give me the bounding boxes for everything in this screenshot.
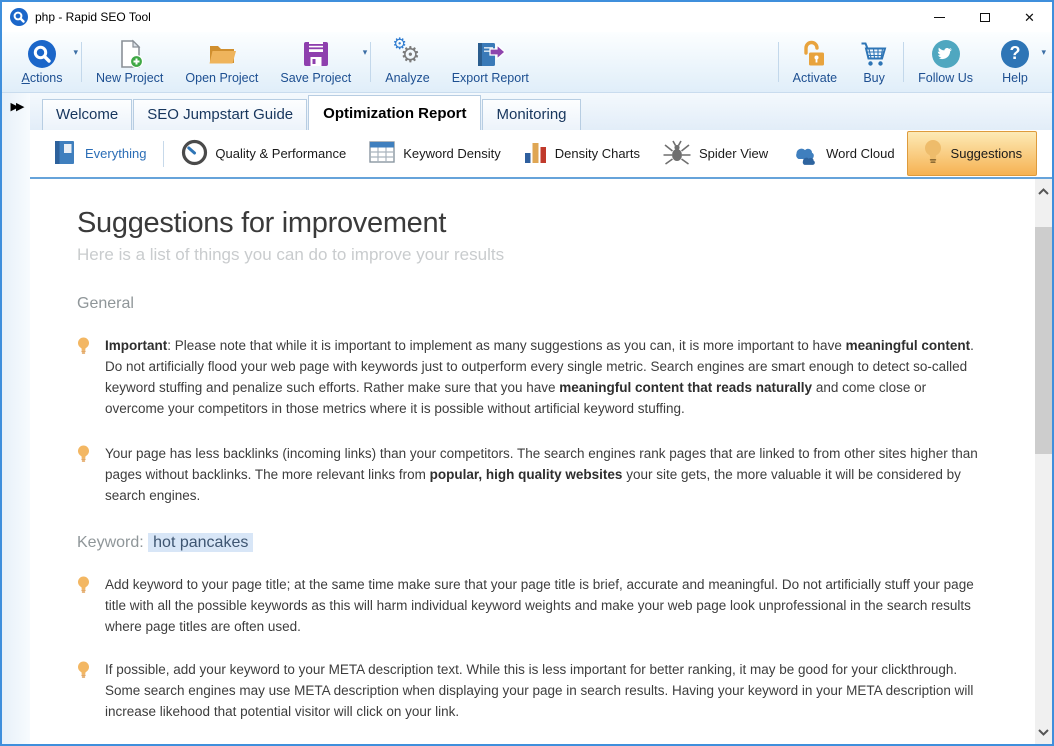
open-project-label: Open Project [185,71,259,85]
book-export-arrow-icon [474,38,506,69]
suggestion-item [77,659,982,722]
question-circle-icon: ? [1000,38,1030,69]
report-content [30,179,1052,744]
tab-optimization-report[interactable]: Optimization Report [308,95,481,130]
view-quality-performance-label: Quality & Performance [215,146,347,161]
vertical-scrollbar[interactable] [1035,179,1052,744]
view-keyword-density[interactable] [358,133,511,174]
close-icon: ✕ [1024,9,1035,25]
actions-label: Actions [21,71,63,85]
view-word-cloud-label: Word Cloud [826,146,895,161]
export-report-button[interactable] [441,34,540,90]
search-circle-icon [27,38,57,69]
tab-strip [30,93,1052,130]
viewbar-separator [163,141,164,167]
main-toolbar [2,32,1052,93]
export-report-label: Export Report [451,71,529,85]
toolbar-separator [903,42,904,82]
follow-us-label: Follow Us [918,71,973,85]
scrollbar-thumb[interactable] [1035,227,1052,454]
suggestion-item [77,335,982,419]
maximize-icon [980,13,990,22]
lightbulb-bullet-icon [77,661,92,722]
clouds-icon [790,139,819,169]
section-heading-general: General [77,295,134,312]
view-everything[interactable] [42,133,156,175]
dropdown-caret-icon: ▾ [362,47,368,57]
open-project-button[interactable] [174,34,269,90]
save-project-button[interactable] [269,34,367,90]
lightbulb-bullet-icon [77,576,92,637]
spider-icon [662,139,692,169]
gauge-icon [181,139,208,169]
page-subtitle: Here is a list of things you can do to improve your results [77,245,505,264]
lightbulb-bullet-icon [77,337,92,419]
actions-button[interactable] [6,34,78,90]
toolbar-separator [778,42,779,82]
report-view-bar [30,130,1052,179]
activate-button[interactable] [782,34,848,90]
lightbulb-bullet-icon [77,445,92,506]
help-button[interactable] [984,34,1046,90]
suggestion-item [77,574,982,637]
suggestion-item [77,443,982,506]
view-keyword-density-label: Keyword Density [403,146,501,161]
toolbar-separator [81,42,82,82]
dropdown-caret-icon: ▾ [73,47,78,57]
view-quality-performance[interactable] [171,133,356,175]
scroll-up-button[interactable] [1035,181,1052,201]
section-heading-keyword [77,534,992,552]
scroll-down-button[interactable] [1035,722,1052,742]
analyze-label: Analyze [385,71,430,85]
help-label: Help [1002,71,1028,85]
view-spider[interactable] [652,133,778,175]
shopping-cart-icon [859,38,889,69]
lightbulb-icon [922,138,944,169]
buy-button[interactable] [848,34,900,90]
gears-icon: ⚙ ⚙ [392,36,421,67]
title-bar [2,2,1052,32]
close-button[interactable] [1007,2,1052,32]
view-everything-label: Everything [85,146,147,161]
toolbar-separator [370,42,371,82]
maximize-button[interactable] [962,2,1007,32]
save-project-label: Save Project [280,71,352,85]
view-spider-label: Spider View [699,146,769,161]
open-padlock-icon [800,38,830,69]
expand-panel-button[interactable]: ▶▶ [10,101,22,113]
new-project-label: New Project [96,71,164,85]
suggestion-text: If possible, add your keyword to your META description text. While this is less important for better ranking, it may be good for your clickthrough. Some search engines may use META description when displaying your page in search results. Having your keyword in your META description will increase likehood that potential visitor will click on your link. [105,662,974,719]
dropdown-caret-icon: ▾ [1041,47,1046,57]
window-title: php - Rapid SEO Tool [35,10,151,24]
tab-seo-jumpstart-guide[interactable]: SEO Jumpstart Guide [133,99,307,130]
minimize-button[interactable] [917,2,962,32]
book-icon [52,139,78,169]
minimize-icon [934,17,945,18]
view-suggestions-label: Suggestions [950,146,1023,161]
folder-icon [207,38,237,69]
table-icon [368,139,396,168]
view-density-charts[interactable] [513,133,650,174]
activate-label: Activate [792,71,838,85]
tab-welcome[interactable]: Welcome [42,99,132,130]
suggestion-text: Your page has less backlinks (incoming links) than your competitors. The search engines rank pages that are linked to from other sites higher than pages without backlinks. The more relevant links from popular, high quality websites your site gets, the more valuable it will be considered by search engines. [105,446,978,503]
keyword-label: Keyword: [77,534,144,551]
suggestion-text: Add keyword to your page title; at the same time make sure that your page title is brief, accurate and meaningful. Do not artificially stuff your page title with all the possible keywords as this will harm individual keyword weights and make your web page look unprofessional in the search results where page titles are often used. [105,577,974,634]
bar-chart-icon [523,139,548,168]
twitter-bird-icon [931,38,961,69]
page-title: Suggestions for improvement [77,207,447,239]
tab-monitoring[interactable]: Monitoring [482,99,580,130]
document-plus-icon [115,38,145,69]
buy-label: Buy [863,71,885,85]
keyword-highlight: hot pancakes [148,533,253,552]
suggestion-text: Important: Please note that while it is important to implement as many suggestions as you can, it is more important to have meaningful content. Do not artificially flood your web page with keywords just to outperform every single metric. Search engines are smart enough to detect so-called keyword stuffing and penalize such efforts. Rather make sure that you have meaningful content that reads naturally and come close or overcome your competitors in those metrics where it is possible without artificial keyword stuffing. [105,338,974,416]
view-density-charts-label: Density Charts [554,146,640,161]
floppy-disk-icon [301,38,331,69]
app-logo-icon [10,8,28,26]
view-word-cloud[interactable] [780,133,904,175]
follow-us-button[interactable] [907,34,984,90]
view-suggestions[interactable] [907,131,1038,176]
new-project-button[interactable] [85,34,174,90]
analyze-button[interactable] [374,34,440,90]
collapsed-side-panel [2,93,30,744]
